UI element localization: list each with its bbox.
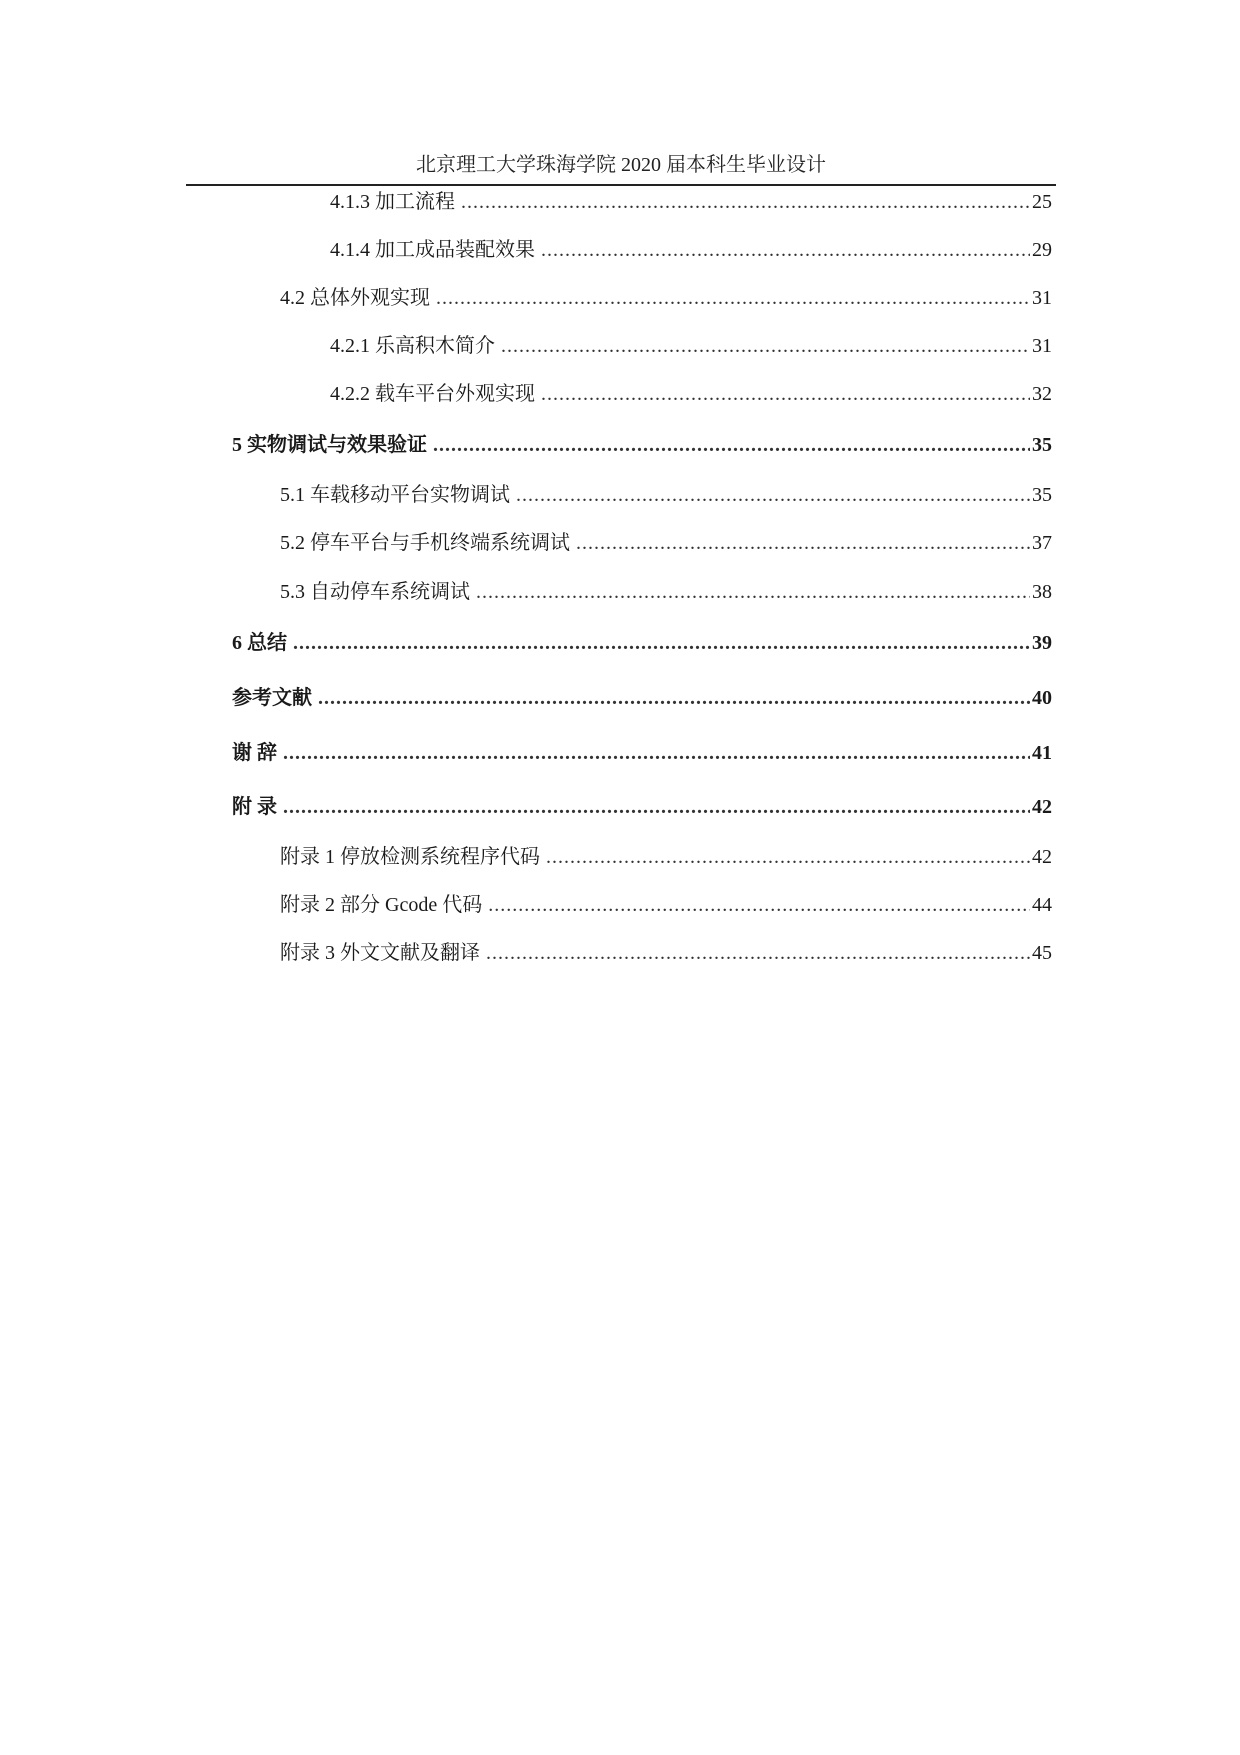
toc-leader-dots	[541, 382, 1030, 406]
toc-leader-dots	[486, 941, 1030, 965]
toc-leader-dots	[318, 686, 1030, 710]
toc-entry-label: 4.2.2 载车平台外观实现	[330, 383, 535, 405]
toc-entry-label: 附录 1 停放检测系统程序代码	[280, 846, 540, 868]
toc-entry-label: 4.1.3 加工流程	[330, 191, 455, 213]
toc-entry[interactable]	[232, 893, 1052, 917]
toc-leader-dots	[546, 845, 1030, 869]
toc-entry-label: 4.1.4 加工成品装配效果	[330, 239, 535, 261]
toc-entry-page: 42	[1032, 846, 1052, 868]
toc-leader-dots	[501, 334, 1030, 358]
toc-entry-label: 4.2.1 乐高积木简介	[330, 335, 495, 357]
toc-chapter-entry[interactable]	[232, 631, 1052, 655]
toc-entry-label: 5.2 停车平台与手机终端系统调试	[280, 532, 570, 554]
toc-leader-dots	[541, 238, 1030, 262]
toc-entry[interactable]	[232, 190, 1052, 214]
toc-entry-page: 25	[1032, 191, 1052, 213]
header-rule	[186, 184, 1056, 186]
toc-leader-dots	[476, 580, 1030, 604]
toc-entry-label: 谢 辞	[232, 742, 277, 764]
toc-leader-dots	[516, 483, 1030, 507]
toc-entry-label: 附录 3 外文文献及翻译	[280, 942, 480, 964]
toc-entry-label: 5 实物调试与效果验证	[232, 434, 427, 456]
toc-leader-dots	[436, 286, 1030, 310]
toc-entry-label: 附录 2 部分 Gcode 代码	[280, 894, 483, 916]
toc-entry[interactable]	[232, 238, 1052, 262]
toc-entry[interactable]	[232, 382, 1052, 406]
toc-entry-page: 44	[1032, 894, 1052, 916]
toc-leader-dots	[488, 893, 1030, 917]
toc-entry-page: 38	[1032, 581, 1052, 603]
toc-entry-page: 31	[1032, 335, 1052, 357]
toc-entry-page: 31	[1032, 287, 1052, 309]
toc-entry[interactable]	[232, 580, 1052, 604]
toc-chapter-entry[interactable]	[232, 795, 1052, 819]
toc-entry-label: 附 录	[232, 796, 277, 818]
toc-entry-label: 参考文献	[232, 687, 312, 709]
toc-entry-label: 6 总结	[232, 632, 287, 654]
toc-entry-page: 40	[1032, 687, 1052, 709]
toc-chapter-entry[interactable]	[232, 686, 1052, 710]
toc-entry-label: 4.2 总体外观实现	[280, 287, 430, 309]
toc-entry[interactable]	[232, 845, 1052, 869]
toc-entry[interactable]	[232, 286, 1052, 310]
toc-chapter-entry[interactable]	[232, 433, 1052, 457]
toc-entry-page: 35	[1032, 434, 1052, 456]
toc-entry-label: 5.1 车载移动平台实物调试	[280, 484, 510, 506]
toc-entry-page: 45	[1032, 942, 1052, 964]
toc-leader-dots	[283, 795, 1030, 819]
toc-chapter-entry[interactable]	[232, 741, 1052, 765]
toc-leader-dots	[576, 531, 1030, 555]
toc-entry-page: 41	[1032, 742, 1052, 764]
toc-entry[interactable]	[232, 483, 1052, 507]
toc-entry[interactable]	[232, 334, 1052, 358]
toc-entry-page: 35	[1032, 484, 1052, 506]
toc-entry[interactable]	[232, 941, 1052, 965]
toc-entry-label: 5.3 自动停车系统调试	[280, 581, 470, 603]
toc-entry-page: 42	[1032, 796, 1052, 818]
toc-entry-page: 29	[1032, 239, 1052, 261]
toc-leader-dots	[283, 741, 1030, 765]
toc-leader-dots	[293, 631, 1030, 655]
toc-leader-dots	[461, 190, 1030, 214]
running-header: 北京理工大学珠海学院 2020 届本科生毕业设计	[416, 154, 826, 176]
toc-entry-page: 39	[1032, 632, 1052, 654]
toc-entry[interactable]	[232, 531, 1052, 555]
toc-leader-dots	[433, 433, 1030, 457]
toc-entry-page: 32	[1032, 383, 1052, 405]
toc-entry-page: 37	[1032, 532, 1052, 554]
